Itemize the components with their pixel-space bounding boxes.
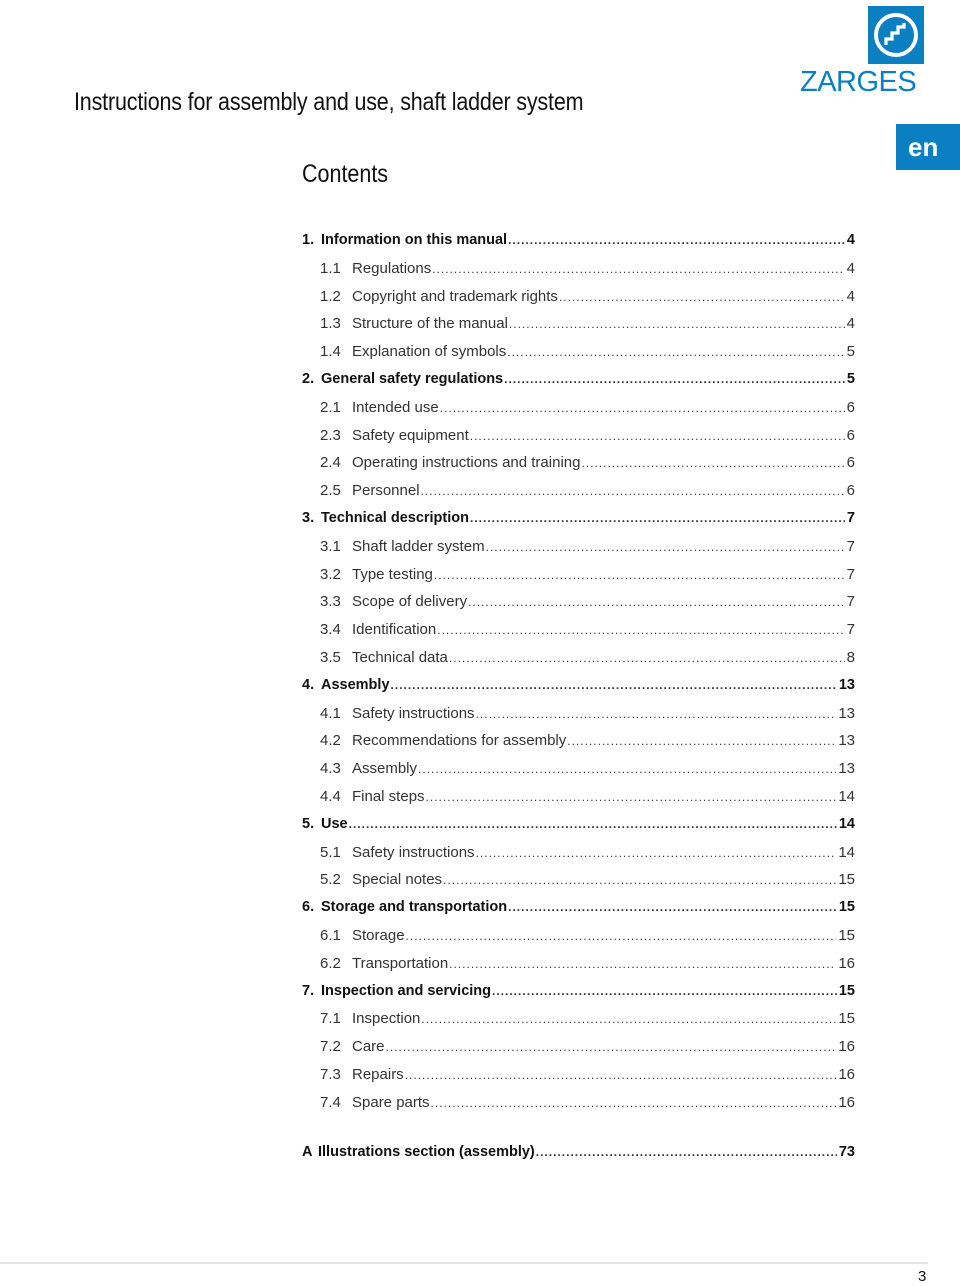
toc-entry[interactable]: [302, 1066, 855, 1094]
toc-label: Structure of the manual: [352, 315, 508, 333]
toc-entry[interactable]: [302, 1010, 855, 1038]
toc-page-number: 15: [838, 926, 855, 944]
toc-entry[interactable]: [302, 427, 855, 455]
toc-leader-dots: [406, 929, 837, 943]
toc-page-number: 14: [838, 843, 855, 861]
toc-page-number: 5: [846, 343, 855, 361]
contents-heading: Contents: [302, 160, 389, 188]
brand-name: ZARGES: [800, 66, 917, 98]
toc-number: 4.1: [320, 704, 341, 722]
stairs-icon: [868, 6, 924, 64]
toc-page-number: 73: [838, 1143, 855, 1160]
toc-entry[interactable]: [302, 538, 855, 566]
toc-number: 2.5: [320, 482, 341, 500]
toc-page-number: 13: [838, 732, 855, 750]
toc-label: Technical data: [352, 648, 448, 666]
toc-leader-dots: [418, 762, 836, 776]
toc-page-number: 8: [846, 648, 855, 666]
toc-entry[interactable]: [302, 510, 855, 538]
toc-label: Special notes: [352, 871, 443, 889]
toc-label: Assembly: [321, 676, 390, 693]
toc-label: Storage: [352, 926, 405, 944]
toc-number: 4.3: [320, 760, 341, 778]
toc-number: 1.1: [320, 259, 341, 277]
toc-label: Assembly: [352, 760, 418, 778]
toc-page-number: 7: [846, 593, 855, 611]
toc-label: Scope of delivery: [352, 593, 468, 611]
toc-leader-dots: [391, 678, 837, 692]
toc-entry[interactable]: [302, 732, 855, 760]
toc-leader-dots: [508, 900, 837, 914]
toc-entry[interactable]: [302, 621, 855, 649]
toc-leader-dots: [468, 595, 845, 609]
toc-label: Personnel: [352, 482, 420, 500]
table-of-contents: [302, 232, 855, 1171]
toc-number: 5.: [302, 815, 315, 832]
toc-label: Type testing: [352, 565, 433, 583]
toc-entry[interactable]: [302, 482, 855, 510]
toc-entry[interactable]: [302, 232, 855, 260]
toc-entry[interactable]: [302, 844, 855, 872]
toc-label: Safety instructions: [352, 704, 475, 722]
toc-label: Spare parts: [352, 1093, 430, 1111]
toc-page-number: 4: [846, 259, 855, 277]
toc-page-number: 16: [838, 1038, 855, 1056]
toc-entry[interactable]: [302, 955, 855, 983]
toc-leader-dots: [567, 734, 836, 748]
toc-number: 3.2: [320, 565, 341, 583]
toc-label: Repairs: [352, 1065, 404, 1083]
toc-entry[interactable]: [302, 371, 855, 399]
toc-label: Intended use: [352, 398, 439, 416]
toc-entry[interactable]: [302, 677, 855, 705]
toc-page-number: 5: [846, 370, 855, 387]
toc-number: 5.2: [320, 871, 341, 889]
toc-number: 6.: [302, 899, 315, 916]
toc-page-number: 6: [846, 426, 855, 444]
toc-page-number: 7: [846, 509, 855, 526]
toc-label: Information on this manual: [321, 232, 508, 248]
toc-entry[interactable]: [302, 566, 855, 594]
toc-leader-dots: [440, 401, 845, 415]
toc-entry[interactable]: [302, 1038, 855, 1066]
toc-label: Recommendations for assembly: [352, 732, 567, 750]
toc-leader-dots: [421, 484, 845, 498]
toc-leader-dots: [504, 372, 845, 386]
toc-entry[interactable]: [302, 705, 855, 733]
toc-number: A: [302, 1143, 313, 1160]
toc-leader-dots: [486, 540, 845, 554]
toc-page-number: 7: [846, 565, 855, 583]
toc-page-number: 15: [838, 982, 855, 999]
toc-number: 7.2: [320, 1038, 341, 1056]
toc-page-number: 13: [838, 760, 855, 778]
toc-entry[interactable]: [302, 899, 855, 927]
toc-label: Illustrations section (assembly): [318, 1143, 535, 1160]
toc-label: Explanation of symbols: [352, 343, 507, 361]
toc-leader-dots: [470, 511, 845, 525]
toc-entry[interactable]: [302, 315, 855, 343]
toc-leader-dots: [536, 1145, 837, 1159]
toc-page-number: 6: [846, 398, 855, 416]
toc-entry[interactable]: [302, 788, 855, 816]
toc-label: Safety instructions: [352, 843, 475, 861]
toc-leader-dots: [509, 317, 845, 331]
toc-entry[interactable]: [302, 983, 855, 1011]
toc-leader-dots: [492, 984, 837, 998]
toc-label: Copyright and trademark rights: [352, 287, 558, 305]
toc-number: 7.: [302, 982, 315, 999]
toc-page-number: 4: [846, 287, 855, 305]
toc-entry[interactable]: [302, 816, 855, 844]
footer-divider: [0, 1262, 928, 1264]
toc-leader-dots: [470, 429, 845, 443]
toc-label: Final steps: [352, 787, 425, 805]
toc-label: Operating instructions and training: [352, 454, 581, 472]
toc-number: 6.1: [320, 926, 341, 944]
toc-page-number: 14: [838, 815, 855, 832]
toc-page-number: 7: [846, 537, 855, 555]
toc-leader-dots: [421, 1012, 836, 1026]
toc-label: Inspection: [352, 1010, 421, 1028]
toc-entry[interactable]: [302, 343, 855, 371]
toc-page-number: 6: [846, 482, 855, 500]
toc-label: Technical description: [321, 509, 469, 526]
toc-entry[interactable]: [302, 927, 855, 955]
toc-number: 1.3: [320, 315, 341, 333]
toc-page-number: 6: [846, 454, 855, 472]
toc-leader-dots: [559, 290, 845, 304]
toc-leader-dots: [405, 1068, 837, 1082]
toc-label: Regulations: [352, 259, 432, 277]
toc-page-number: 13: [838, 676, 855, 693]
toc-number: 4.2: [320, 732, 341, 750]
toc-leader-dots: [507, 345, 844, 359]
zarges-logo: [868, 6, 924, 64]
toc-number: 2.: [302, 370, 315, 387]
language-tab: en: [896, 124, 960, 170]
toc-page-number: 16: [838, 1065, 855, 1083]
toc-number: 1.2: [320, 287, 341, 305]
toc-entry-appendix[interactable]: [302, 1144, 855, 1172]
toc-page-number: 16: [838, 954, 855, 972]
toc-number: 4.4: [320, 787, 341, 805]
toc-page-number: 15: [838, 871, 855, 889]
toc-label: Identification: [352, 621, 437, 639]
toc-entry[interactable]: [302, 454, 855, 482]
toc-entry[interactable]: [302, 260, 855, 288]
toc-number: 7.3: [320, 1065, 341, 1083]
toc-leader-dots: [508, 233, 845, 247]
toc-page-number: 13: [838, 704, 855, 722]
toc-page-number: 7: [846, 621, 855, 639]
toc-label: Use: [321, 815, 348, 832]
toc-leader-dots: [449, 957, 836, 971]
toc-leader-dots: [449, 651, 845, 665]
toc-label: Inspection and servicing: [321, 982, 492, 999]
toc-entry[interactable]: [302, 288, 855, 316]
toc-entry[interactable]: [302, 871, 855, 899]
toc-label: Care: [352, 1038, 385, 1056]
toc-page-number: 15: [838, 1010, 855, 1028]
document-title: Instructions for assembly and use, shaft ladder system: [74, 88, 584, 116]
toc-leader-dots: [476, 707, 837, 721]
toc-leader-dots: [443, 873, 836, 887]
toc-entry[interactable]: [302, 760, 855, 788]
toc-leader-dots: [476, 846, 837, 860]
toc-number: 5.1: [320, 843, 341, 861]
toc-entry[interactable]: [302, 399, 855, 427]
toc-leader-dots: [437, 623, 844, 637]
toc-leader-dots: [349, 817, 837, 831]
toc-leader-dots: [431, 1096, 837, 1110]
toc-label: Safety equipment: [352, 426, 469, 444]
toc-number: 1.: [302, 232, 315, 248]
toc-number: 2.3: [320, 426, 341, 444]
toc-page-number: 14: [838, 787, 855, 805]
toc-label: Storage and transportation: [321, 899, 508, 916]
toc-entry[interactable]: [302, 1094, 855, 1122]
toc-leader-dots: [434, 568, 845, 582]
toc-number: 3.5: [320, 648, 341, 666]
toc-number: 3.3: [320, 593, 341, 611]
toc-label: Shaft ladder system: [352, 537, 485, 555]
toc-leader-dots: [386, 1040, 837, 1054]
toc-number: 7.4: [320, 1093, 341, 1111]
page-number: 3: [918, 1268, 927, 1285]
toc-leader-dots: [432, 262, 844, 276]
toc-page-number: 16: [838, 1093, 855, 1111]
toc-number: 2.1: [320, 398, 341, 416]
toc-leader-dots: [426, 790, 837, 804]
toc-number: 4.: [302, 676, 315, 693]
toc-entry[interactable]: [302, 593, 855, 621]
toc-label: General safety regulations: [321, 370, 504, 387]
toc-label: Transportation: [352, 954, 449, 972]
toc-page-number: 15: [838, 899, 855, 916]
toc-page-number: 4: [846, 232, 855, 248]
toc-leader-dots: [581, 456, 844, 470]
toc-page-number: 4: [846, 315, 855, 333]
toc-number: 3.: [302, 509, 315, 526]
toc-number: 7.1: [320, 1010, 341, 1028]
toc-number: 3.4: [320, 621, 341, 639]
toc-number: 2.4: [320, 454, 341, 472]
toc-entry[interactable]: [302, 649, 855, 677]
toc-number: 3.1: [320, 537, 341, 555]
toc-number: 6.2: [320, 954, 341, 972]
toc-number: 1.4: [320, 343, 341, 361]
